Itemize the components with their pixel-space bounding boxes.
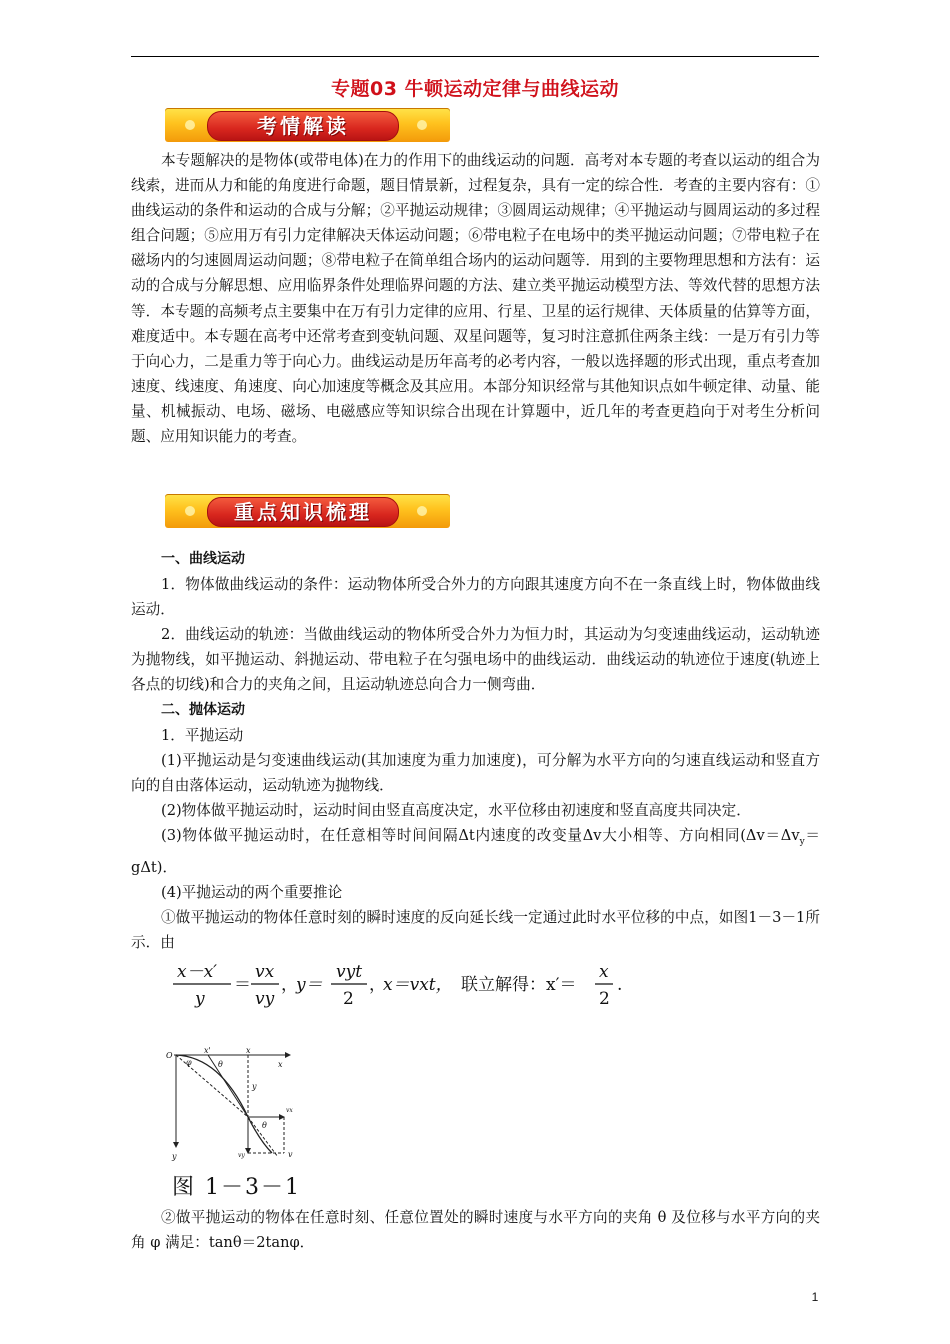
banner-label: 考情解读 [207, 111, 399, 141]
formula-text: vyt [336, 962, 363, 982]
banner-dot [417, 506, 427, 516]
intro-text: 本专题解决的是物体(或带电体)在力的作用下的曲线运动的问题．高考对本专题的考查以运动的组合为线索，进而从力和能的角度进行命题，题目情景新，过程复杂，具有一定的综合性．考查的主要内容有：①曲线运动的条件和运动的合成与分解；②平抛运动规律；③圆周运动规律；④平抛运动与圆周运动的多过程组合问题；⑤应用万有引力定律解决天体运动问题；⑥带电粒子在电场中的类平抛运动问题；⑦带电粒子在磁场内的匀速圆周运动问题；⑧带电粒子在简单组合场内的运动问题等．用到的主要物理思想和方法有：运动的合成与分解思想、应用临界条件处理临界问题的方法、建立类平抛运动模型方法、等效代替的思想方法等．本专题的高频考点主要集中在万有引力定律的应用、行星、卫星的运行规律、天体质量的估算等方面，难度适中。本专题在高考中还常考查到变轨问题、双星问题等，复习时注意抓住两条主线：一是万有引力等于向心力，二是重力等于向心力。曲线运动是历年高考的必考内容，一般以选择题的形式出现，重点考查加速度、线速度、角速度、向心加速度等概念及其应用。本部分知识经常与其他知识点如牛顿定律、动量、能量、机械振动、电场、磁场、电磁感应等知识综合出现在计算题中，近几年的考查更趋向于对考生分析问题、应用知识能力的考查。 [131, 152, 820, 446]
section-heading: 二、抛体运动 [161, 701, 245, 718]
paragraph: 2．曲线运动的轨迹：当做曲线运动的物体所受合外力为恒力时，其运动为匀变速曲线运动，运动轨迹为抛物线，如平抛运动、斜抛运动、带电粒子在匀强电场中的曲线运动．曲线运动的轨迹位于速度(轨迹上各点的切线)和合力的夹角之间，且运动轨迹总向合力一侧弯曲． [131, 626, 820, 694]
formula-text: x－x′ [177, 962, 218, 982]
diagram-label: θ [218, 1060, 223, 1069]
diagram-label: v [288, 1150, 293, 1159]
page-title: 专题03 牛顿运动定律与曲线运动 [330, 78, 620, 100]
formula-text: 2 [599, 989, 610, 1009]
svg-text:＝: ＝ [234, 975, 251, 995]
paragraph: 1．物体做曲线运动的条件：运动物体所受合外力的方向跟其速度方向不在一条直线上时，物体做曲线运动． [131, 576, 820, 619]
paragraph: (2)物体做平抛运动时，运动时间由竖直高度决定，水平位移由初速度和竖直高度共同决定． [161, 801, 751, 819]
diagram-label: y [172, 1152, 177, 1161]
svg-text:.: . [617, 975, 623, 995]
page-number: 1 [811, 1290, 819, 1304]
figure-caption: 图 1－3－1 [172, 1175, 301, 1200]
header-rule [131, 56, 819, 57]
formula-text: 联立解得：x′＝ [461, 975, 577, 995]
diagram-label: φ [186, 1058, 192, 1067]
formula-text: x＝vxt， [383, 975, 453, 995]
formula-text: y＝ [296, 975, 323, 995]
diagram-label: vy [238, 1152, 245, 1159]
intro-paragraph [131, 148, 820, 449]
paragraph: (1)平抛运动是匀变速曲线运动(其加速度为重力加速度)，可分解为水平方向的匀速直线运动和竖直方向的自由落体运动，运动轨迹为抛物线． [131, 751, 820, 794]
diagram-label: x' [204, 1046, 211, 1055]
text-run: ＝gΔt)． [131, 827, 820, 877]
subscript: y [799, 836, 805, 847]
banner-exam-analysis [165, 108, 450, 142]
paragraph: (4)平抛运动的两个重要推论 [161, 884, 343, 902]
formula-text: y [195, 989, 205, 1009]
svg-text:，: ， [369, 975, 386, 995]
subheading: 1．平抛运动 [161, 726, 244, 744]
formula-text: vx [255, 962, 275, 982]
diagram-label: x [278, 1060, 283, 1069]
diagram-label: O [166, 1051, 173, 1060]
formula-text: x [599, 962, 609, 982]
diagram-label: x [246, 1046, 251, 1055]
banner-label: 重点知识梳理 [207, 497, 399, 527]
projectile-diagram [160, 1045, 310, 1165]
corollary-two [131, 1205, 820, 1255]
section-curved-motion [131, 547, 820, 955]
text-run: (3)物体做平抛运动时，在任意相等时间间隔Δt内速度的改变量Δv大小相等、方向相同(Δv＝Δv [161, 827, 800, 845]
banner-dot [417, 120, 427, 130]
formula-text: vy [255, 989, 275, 1009]
paragraph: ②做平抛运动的物体在任意时刻、任意位置处的瞬时速度与水平方向的夹角 θ 及位移与水平方向的夹角 φ 满足：tanθ＝2tanφ． [131, 1209, 820, 1252]
paragraph [131, 823, 820, 880]
formula-text: 2 [343, 989, 354, 1009]
diagram-label: θ [262, 1121, 267, 1130]
section-heading: 一、曲线运动 [161, 551, 245, 567]
svg-text:，: ， [281, 975, 298, 995]
diagram-label: vx [286, 1107, 293, 1114]
banner-key-knowledge [165, 494, 450, 528]
banner-dot [185, 506, 195, 516]
paragraph: ①做平抛运动的物体任意时刻的瞬时速度的反向延长线一定通过此时水平位移的中点，如图1－3－1所示．由 [131, 909, 820, 952]
projectile-formula [171, 960, 641, 1010]
diagram-label: y [252, 1082, 257, 1091]
banner-dot [185, 120, 195, 130]
